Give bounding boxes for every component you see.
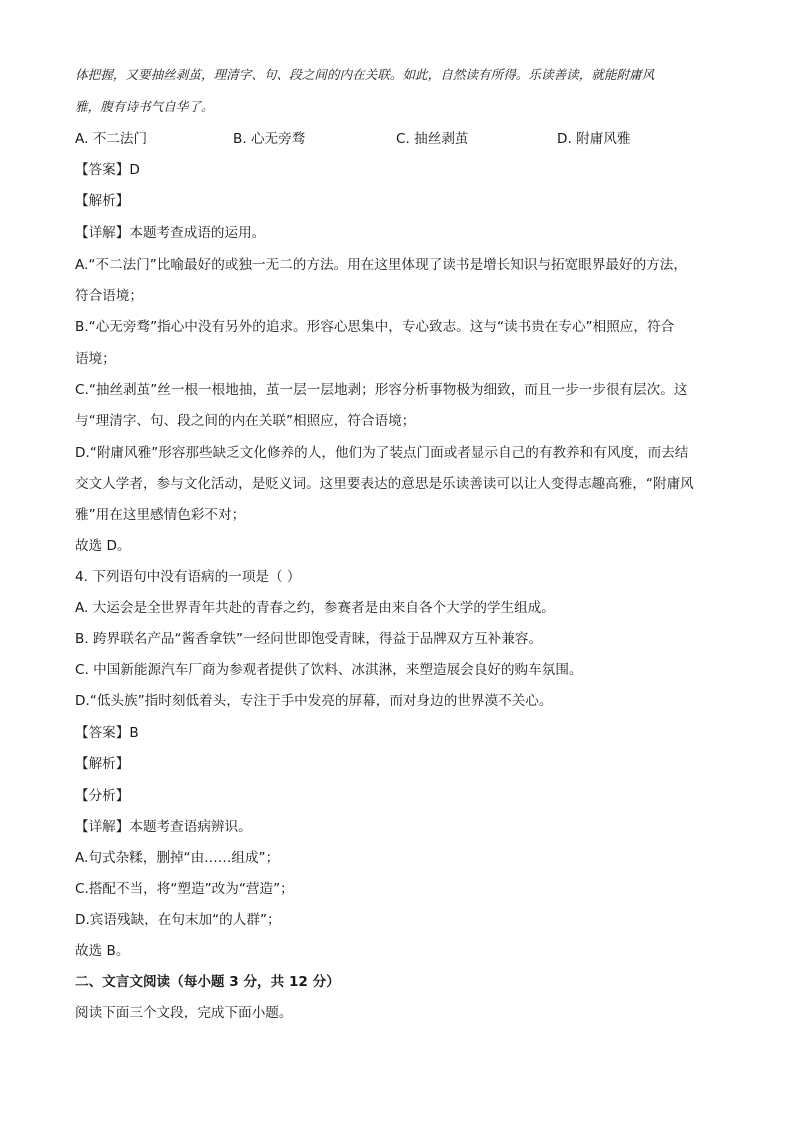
- section-heading: 二、文言文阅读（每小题 3 分，共 12 分）: [75, 974, 340, 990]
- q4-analysis-label: 【解析】: [75, 756, 130, 772]
- q3-explain-line: C.“抽丝剥茧”丝一根一根地抽，茧一层一层地剥；形容分析事物极为细致，而且一步一步很有层次。这: [75, 382, 688, 398]
- passage-line: 雅，腹有诗书气自华了。: [75, 99, 214, 114]
- q3-answer: 【答案】D: [75, 162, 140, 178]
- q3-option-d: D. 附庸风雅: [557, 131, 631, 147]
- q4-option-d: D.“低头族”指时刻低着头，专注于手中发亮的屏幕，而对身边的世界漠不关心。: [75, 693, 553, 709]
- q3-option-a: A. 不二法门: [75, 131, 148, 147]
- section-instruction: 阅读下面三个文段，完成下面小题。: [75, 1005, 293, 1021]
- q3-option-b: B. 心无旁骛: [233, 131, 306, 147]
- q3-explain-line: 符合语境；: [75, 288, 143, 304]
- q4-option-b: B. 跨界联名产品“酱香拿铁”一经问世即饱受青睐，得益于品牌双方互补兼容。: [75, 631, 543, 647]
- q4-answer: 【答案】B: [75, 725, 139, 741]
- q3-explain-line: B.“心无旁骛”指心中没有另外的追求。形容心思集中，专心致志。这与“读书贵在专心”相照应，符合: [75, 319, 675, 335]
- q3-option-c: C. 抽丝剥茧: [396, 131, 469, 147]
- passage-line: 体把握，又要抽丝剥茧，理清字、句、段之间的内在关联。如此，自然读有所得。乐读善读，就能附庸风: [75, 67, 655, 82]
- q4-option-a: A. 大运会是全世界青年共赴的青春之约，参赛者是由来自各个大学的学生组成。: [75, 600, 555, 616]
- q4-option-c: C. 中国新能源汽车厂商为参观者提供了饮料、冰淇淋，来塑造展会良好的购车氛围。: [75, 662, 583, 678]
- q3-conclusion: 故选 D。: [75, 538, 131, 554]
- q4-conclusion: 故选 B。: [75, 943, 130, 959]
- q3-explain-line: A.“不二法门”比喻最好的或独一无二的方法。用在这里体现了读书是增长知识与拓宽眼界最好的方法，: [75, 257, 687, 273]
- q3-explain-line: 交文人学者，参与文化活动，是贬义词。这里要表达的意思是乐读善读可以让人变得志趣高雅，“附庸风: [75, 476, 694, 492]
- q3-detail: 【详解】本题考查成语的运用。: [75, 225, 266, 241]
- q4-fenxi-label: 【分析】: [75, 788, 130, 804]
- q3-explain-line: 雅”用在这里感情色彩不对；: [75, 507, 246, 523]
- q3-analysis-label: 【解析】: [75, 193, 130, 209]
- q4-explain-line: D.宾语残缺，在句末加“的人群”；: [75, 912, 281, 928]
- q4-stem: 4. 下列语句中没有语病的一项是（ ）: [75, 569, 301, 585]
- q3-explain-line: 语境；: [75, 351, 116, 367]
- q4-detail: 【详解】本题考查语病辨识。: [75, 819, 252, 835]
- q3-explain-line: 与“理清字、句、段之间的内在关联”相照应，符合语境；: [75, 413, 416, 429]
- q4-explain-line: C.搭配不当，将“塑造”改为“营造”；: [75, 881, 294, 897]
- q3-explain-line: D.“附庸风雅”形容那些缺乏文化修养的人，他们为了装点门面或者显示自己的有教养和有风度，而去结: [75, 445, 689, 461]
- q4-explain-line: A.句式杂糅，删掉“由……组成”；: [75, 850, 280, 866]
